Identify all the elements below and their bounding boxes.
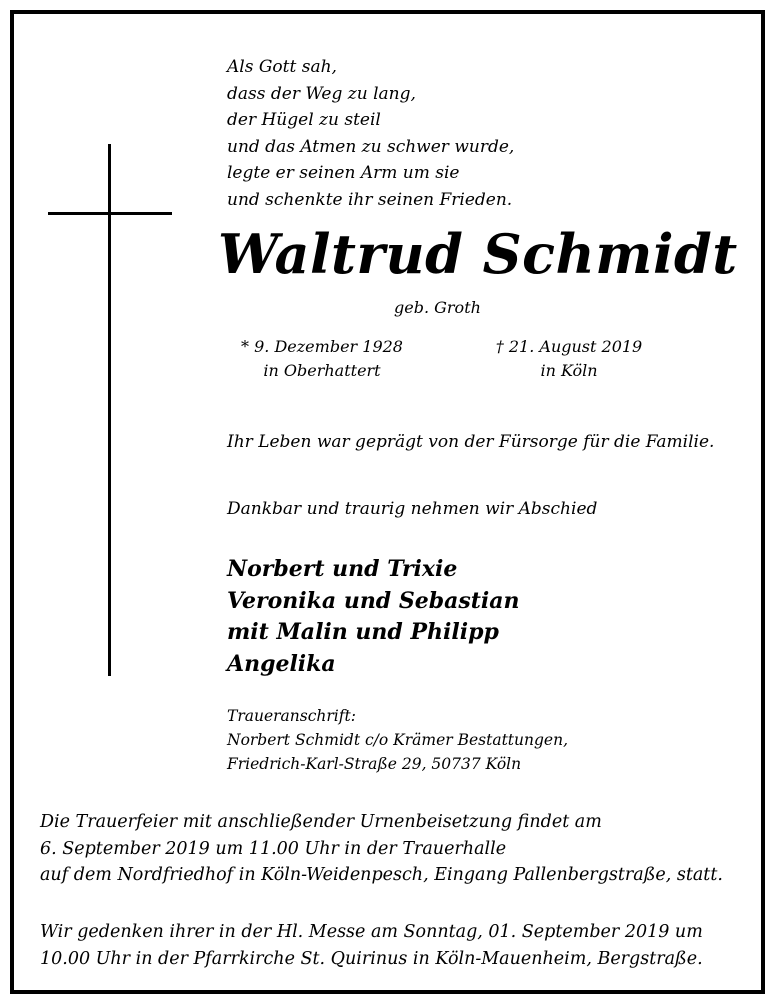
family-member: Norbert und Trixie bbox=[227, 556, 458, 582]
deceased-name: Waltrud Schmidt bbox=[218, 222, 738, 286]
death-place: in Köln bbox=[540, 361, 598, 380]
death-info bbox=[476, 335, 662, 383]
funeral-line: 6. September 2019 um 11.00 Uhr in der Trauerhalle bbox=[40, 838, 507, 859]
mass-line: Wir gedenken ihrer in der Hl. Messe am Sonntag, 01. September 2019 um bbox=[40, 922, 703, 942]
birth-place: in Oberhattert bbox=[263, 361, 381, 380]
death-date: † 21. August 2019 bbox=[495, 337, 643, 356]
poem-line: der Hügel zu steil bbox=[227, 110, 381, 130]
poem bbox=[227, 54, 514, 213]
funeral-line: auf dem Nordfriedhof in Köln-Weidenpesch, Eingang Pallenbergstraße, statt. bbox=[40, 865, 723, 885]
poem-line: legte er seinen Arm um sie bbox=[227, 163, 460, 183]
address-label: Traueranschrift: bbox=[227, 707, 356, 725]
address-line: Friedrich-Karl-Straße 29, 50737 Köln bbox=[227, 755, 522, 773]
family-member: Angelika bbox=[227, 650, 336, 677]
family-member: mit Malin und Philipp bbox=[227, 619, 499, 645]
poem-line: und das Atmen zu schwer wurde, bbox=[227, 136, 515, 157]
cross-icon-horizontal bbox=[48, 212, 172, 215]
farewell-text: Dankbar und traurig nehmen wir Abschied bbox=[227, 499, 598, 519]
obituary-frame bbox=[10, 10, 765, 994]
family-list bbox=[227, 554, 520, 680]
birth-info bbox=[232, 335, 412, 383]
funeral-info bbox=[40, 809, 723, 889]
poem-line: dass der Weg zu lang, bbox=[227, 83, 416, 104]
life-text: Ihr Leben war geprägt von der Fürsorge für die Familie. bbox=[227, 432, 715, 452]
address-line: Norbert Schmidt c/o Krämer Bestattungen, bbox=[227, 731, 568, 749]
poem-line: und schenkte ihr seinen Frieden. bbox=[227, 189, 513, 210]
mass-line: 10.00 Uhr in der Pfarrkirche St. Quirinus in Köln-Mauenheim, Bergstraße. bbox=[40, 948, 703, 969]
family-member: Veronika und Sebastian bbox=[227, 587, 520, 614]
mourning-address bbox=[227, 704, 568, 776]
mass-info bbox=[40, 919, 703, 972]
funeral-line: Die Trauerfeier mit anschließender Urnenbeisetzung findet am bbox=[40, 812, 602, 832]
poem-line: Als Gott sah, bbox=[227, 57, 337, 77]
cross-icon-vertical bbox=[108, 144, 111, 676]
birth-date: * 9. Dezember 1928 bbox=[241, 337, 403, 356]
birth-name: geb. Groth bbox=[394, 298, 481, 317]
